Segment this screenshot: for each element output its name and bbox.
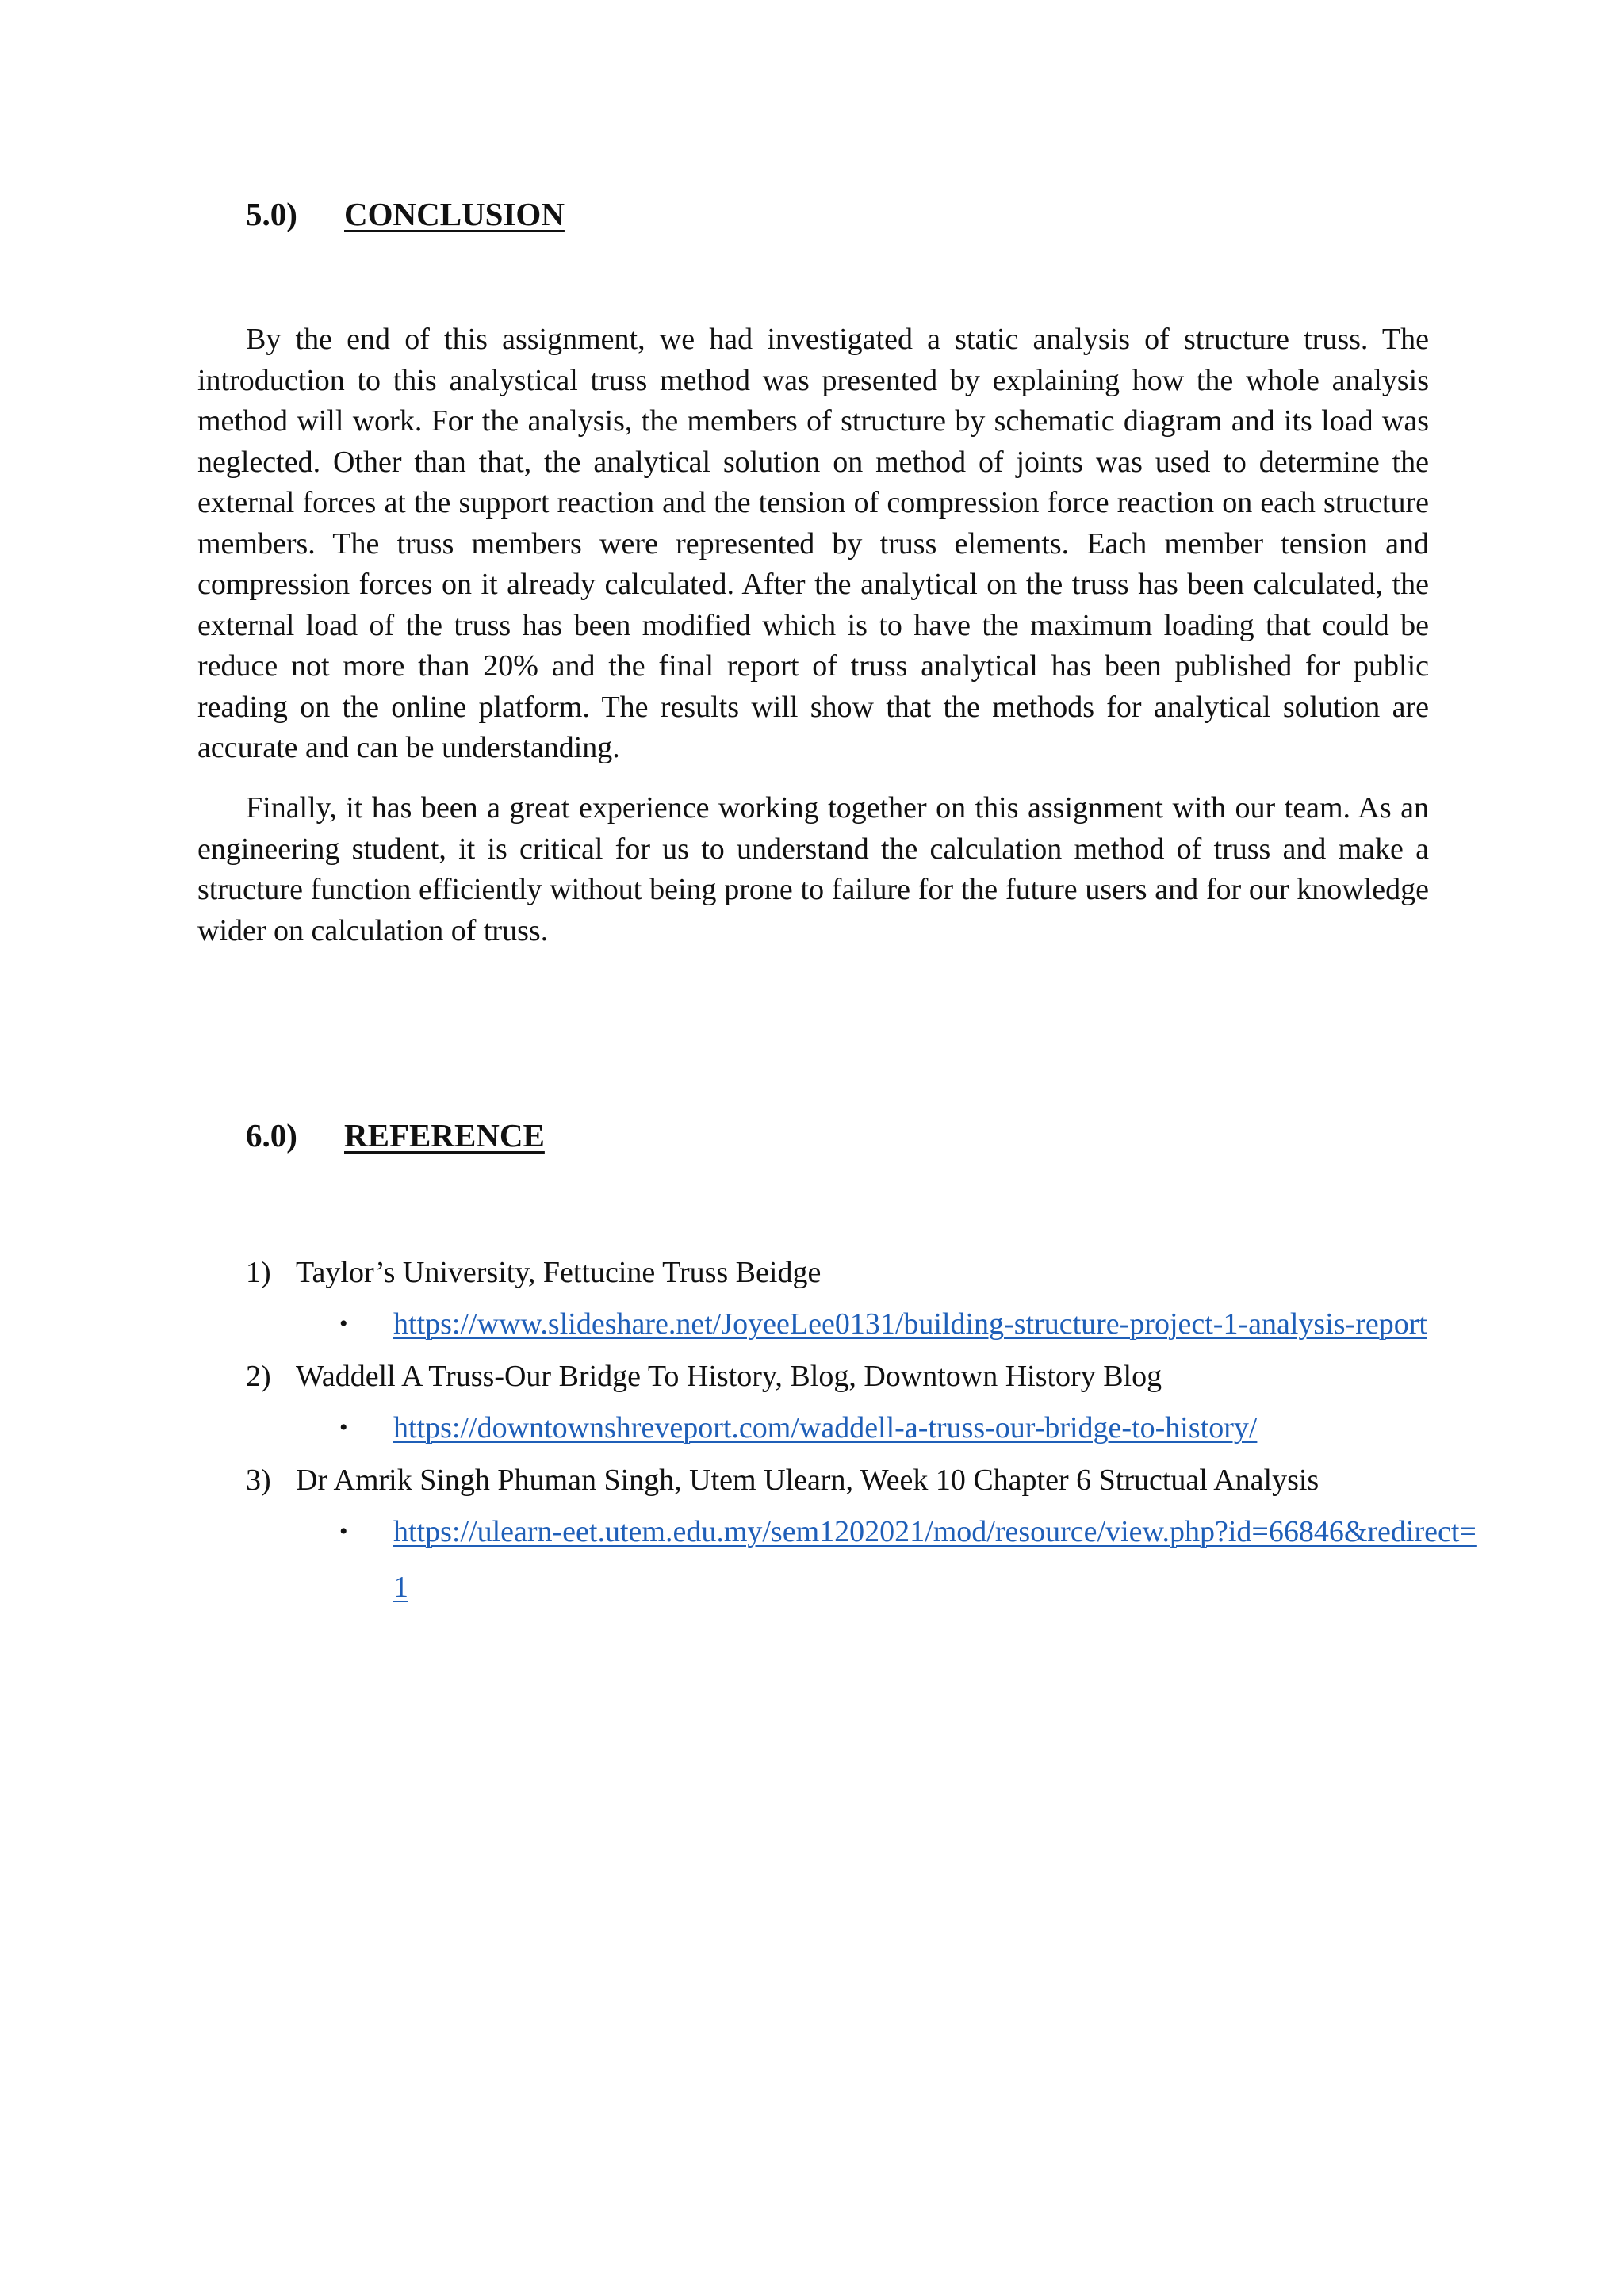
reference-link-row: [246, 1504, 1483, 1615]
conclusion-heading: [246, 195, 565, 233]
reference-title: [246, 1460, 1483, 1501]
reference-link-row: [246, 1400, 1483, 1456]
reference-link[interactable]: https://ulearn-eet.utem.edu.my/sem1202021/mod/resource/view.php?id=66846&redirect=1: [393, 1515, 1477, 1604]
section-number: 5.0): [246, 196, 297, 232]
paragraph-text: By the end of this assignment, we had investigated a static analysis of structure truss. The introduction to this analystical truss method was presented by explaining how the whole analysis method will work. For the analysis, the members of structure by schematic diagram and its load was neglected. Other than that, the analytical solution on method of joints was used to determine the external forces at the support reaction and the tension of compression force reaction on each structure members. The truss members were represented by truss elements. Each member tension and compression forces on it already calculated. After the analytical on the truss has been calculated, the external load of the truss has been modified which is to have the maximum loading that could be reduce not more than 20% and the final report of truss analytical has been published for public reading on the online platform. The results will show that the methods for analytical solution are accurate and can be understanding.: [197, 323, 1429, 764]
conclusion-paragraph-1: [197, 320, 1429, 769]
bullet-icon: •: [339, 1311, 348, 1337]
reference-link[interactable]: https://www.slideshare.net/JoyeeLee0131/building-structure-project-1-analysis-report: [393, 1307, 1427, 1341]
conclusion-paragraph-2: [197, 788, 1429, 951]
section-title: CONCLUSION: [344, 196, 565, 232]
reference-number: 1): [246, 1256, 271, 1289]
reference-title: [246, 1253, 1483, 1293]
paragraph-text: Finally, it has been a great experience working together on this assignment with our team. As an engineering student, it is critical for us to understand the calculation method of truss and make a structure function efficiently without being prone to failure for the future users and for our knowledge wider on calculation of truss.: [197, 791, 1429, 947]
bullet-icon: •: [339, 1518, 348, 1544]
reference-number: 3): [246, 1464, 271, 1497]
reference-text: Taylor’s University, Fettucine Truss Beidge: [296, 1256, 822, 1289]
reference-item: [246, 1357, 1483, 1456]
reference-text: Waddell A Truss-Our Bridge To History, Blog, Downtown History Blog: [296, 1360, 1162, 1393]
reference-link[interactable]: https://downtownshreveport.com/waddell-a-truss-our-bridge-to-history/: [393, 1411, 1258, 1445]
reference-item: [246, 1253, 1483, 1352]
reference-link-row: [246, 1296, 1551, 1352]
section-title: REFERENCE: [344, 1117, 545, 1154]
reference-item: [246, 1460, 1483, 1615]
reference-number: 2): [246, 1360, 271, 1393]
section-number: 6.0): [246, 1117, 297, 1154]
reference-heading: [246, 1116, 545, 1154]
reference-title: [246, 1357, 1483, 1397]
bullet-icon: •: [339, 1414, 348, 1441]
reference-list: [246, 1253, 1483, 1615]
reference-text: Dr Amrik Singh Phuman Singh, Utem Ulearn, Week 10 Chapter 6 Structual Analysis: [296, 1464, 1320, 1497]
